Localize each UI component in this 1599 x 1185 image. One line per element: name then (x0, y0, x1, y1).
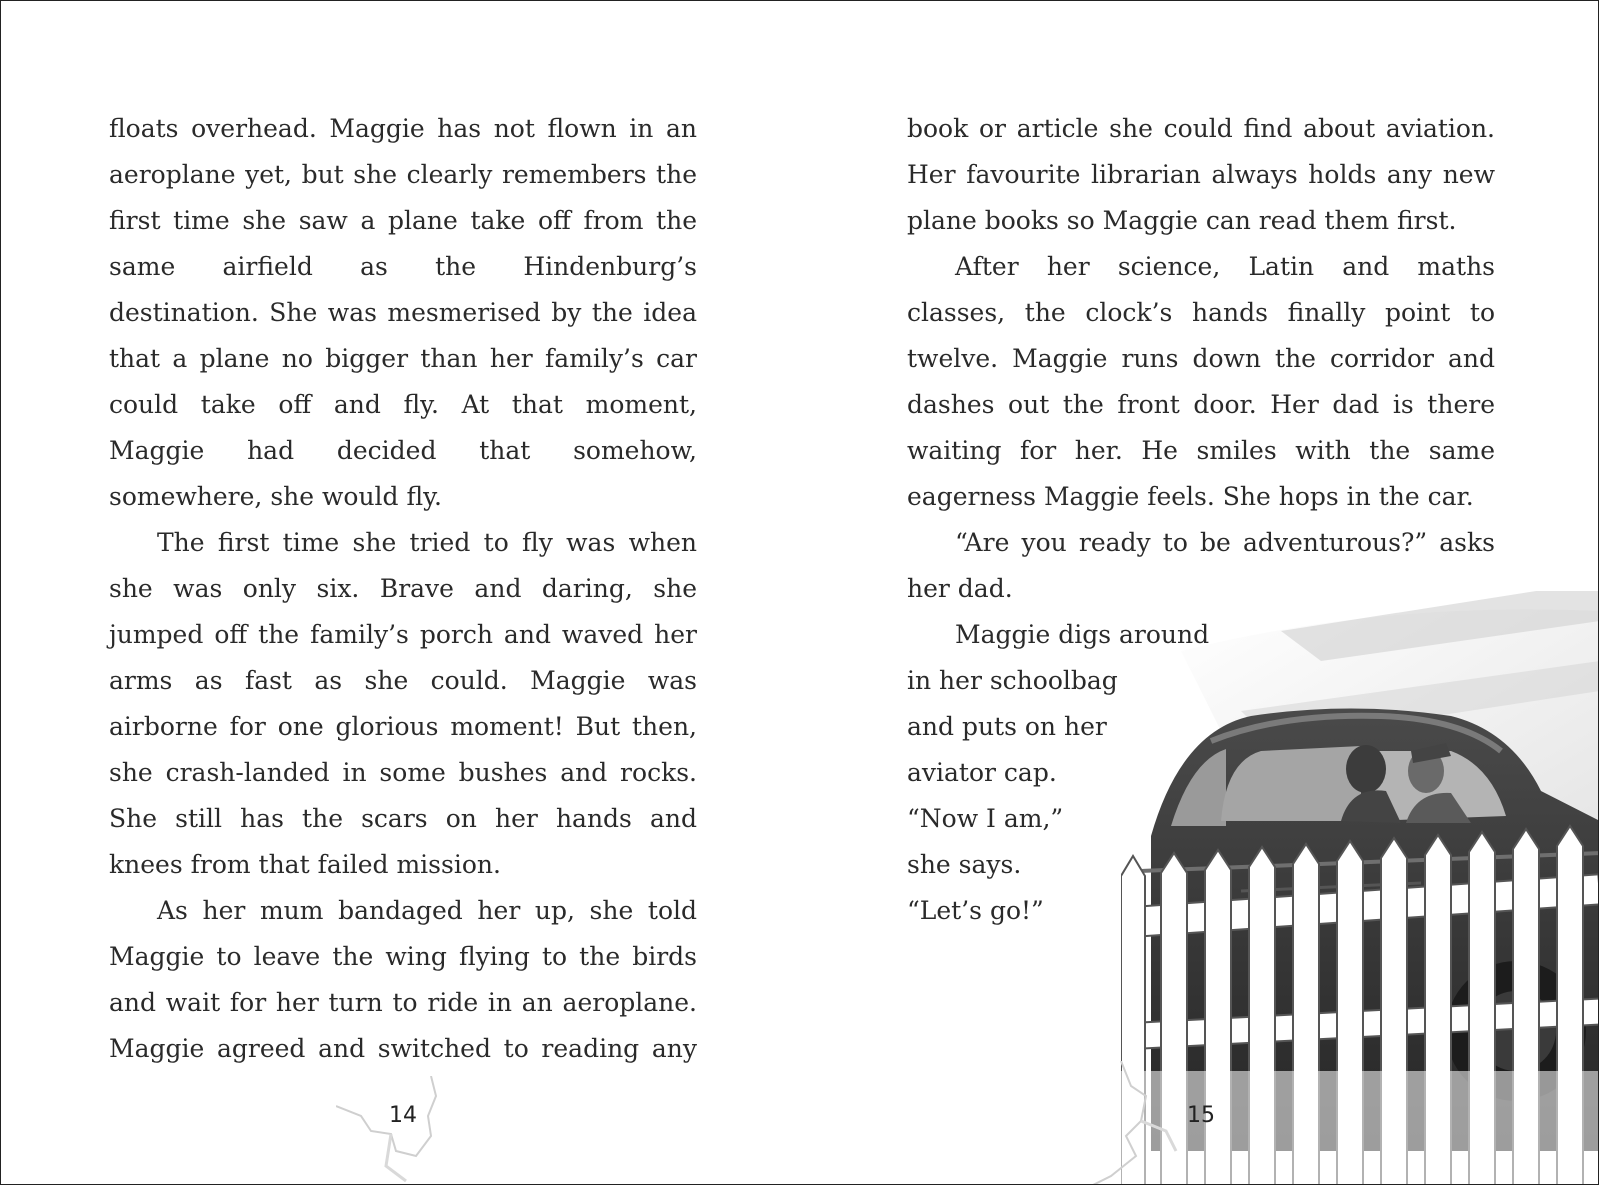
right-paragraph-1: book or article she could find about aviation. Her favourite librarian always holds any new plane books so Maggie can read them first. (907, 114, 1495, 235)
short-line: aviator cap. (907, 758, 1057, 787)
car-fence-illustration (1121, 591, 1599, 1185)
short-line: “Let’s go!” (907, 896, 1044, 925)
left-page (109, 106, 697, 1072)
short-line: Maggie digs around (955, 620, 1210, 649)
page-number-left: 14 (389, 1103, 417, 1128)
page-number-right: 15 (1187, 1103, 1215, 1128)
crack-decoration-right (1091, 1061, 1181, 1185)
crack-decoration-left (336, 1076, 456, 1185)
right-paragraph-2: After her science, Latin and maths classes, the clock’s hands finally point to twelve. Maggie runs down the corridor and dashes out the front door. Her dad is there waiting for her. He smiles with the same eagerness Maggie feels. She hops in the car. (907, 252, 1495, 511)
left-paragraph-2: The first time she tried to fly was when she was only six. Brave and daring, she jumped off the family’s porch and waved her arms as fast as she could. Maggie was airborne for one glorious moment! But then, she crash-landed in some bushes and rocks. She still has the scars on her hands and knees from that failed mission. (109, 528, 697, 879)
left-paragraph-1: floats overhead. Maggie has not flown in an aeroplane yet, but she clearly remembers the first time she saw a plane take off from the same airfield as the Hindenburg’s destination. She was mesmerised by the idea that a plane no bigger than her family’s car could take off and fly. At that moment, Maggie had decided that somehow, somewhere, she would fly. (109, 114, 697, 511)
short-line: in her schoolbag (907, 666, 1118, 695)
short-line: and puts on her (907, 712, 1107, 741)
short-line: “Now I am,” (907, 804, 1064, 833)
left-paragraph-3: As her mum bandaged her up, she told Maggie to leave the wing flying to the birds and wait for her turn to ride in an aeroplane. Maggie agreed and switched to reading any (109, 896, 697, 1063)
right-paragraph-3: “Are you ready to be adventurous?” asks her dad. (907, 528, 1495, 603)
short-line: she says. (907, 850, 1022, 879)
